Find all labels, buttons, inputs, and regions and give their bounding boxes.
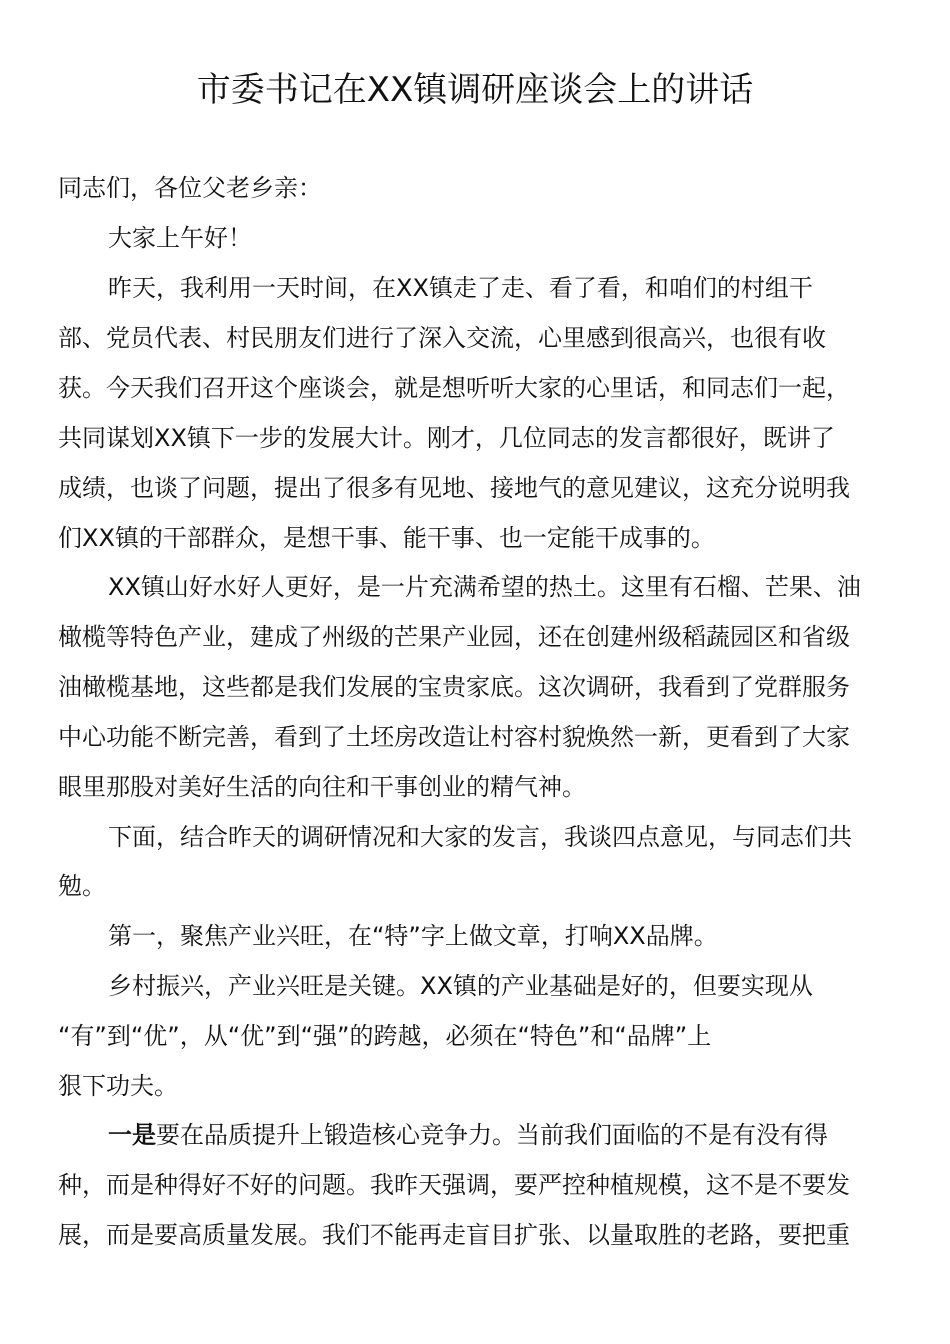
paragraph-1-line-3: 获。今天我们召开这个座谈会，就是想听听大家的心里话，和同志们一起， (58, 374, 850, 402)
paragraph-5-line-1 (108, 1118, 828, 1152)
paragraph-2-line-1: XX镇山好水好人更好，是一片充满希望的热土。这里有石榴、芒果、油 (108, 573, 861, 601)
paragraph-3-line-2: 勉。 (58, 872, 106, 900)
greeting: 大家上午好！ (108, 224, 252, 252)
paragraph-4-line-1: 乡村振兴，产业兴旺是关键。XX镇的产业基础是好的，但要实现从 (108, 972, 813, 1000)
paragraph-1-line-4: 共同谋划XX镇下一步的发展大计。刚才，几位同志的发言都很好，既讲了 (58, 424, 835, 452)
paragraph-4-line-2: “有”到“优”，从“优”到“强”的跨越，必须在“特色”和“品牌”上 (58, 1022, 712, 1050)
paragraph-2-line-4: 中心功能不断完善，看到了土坯房改造让村容村貌焕然一新，更看到了大家 (58, 723, 850, 751)
paragraph-2-line-5: 眼里那股对美好生活的向往和干事创业的精气神。 (58, 773, 586, 801)
section-heading-1: 第一，聚焦产业兴旺，在“特”字上做文章，打响XX品牌。 (108, 922, 718, 950)
paragraph-1-line-2: 部、党员代表、村民朋友们进行了深入交流，心里感到很高兴，也很有收 (58, 324, 826, 352)
paragraph-2-line-3: 油橄榄基地，这些都是我们发展的宝贵家底。这次调研，我看到了党群服务 (58, 673, 850, 701)
paragraph-5-line-2: 种，而是种得好不好的问题。我昨天强调，要严控种植规模，这不是不要发 (58, 1171, 850, 1199)
paragraph-2-line-2: 橄榄等特色产业，建成了州级的芒果产业园，还在创建州级稻蔬园区和省级 (58, 623, 850, 651)
paragraph-1-line-1: 昨天，我利用一天时间，在XX镇走了走、看了看，和咱们的村组干 (108, 274, 813, 302)
point-label-1: 一是 (108, 1121, 156, 1149)
paragraph-5-line-3: 展，而是要高质量发展。我们不能再走盲目扩张、以量取胜的老路，要把重 (58, 1221, 850, 1249)
salutation: 同志们，各位父老乡亲： (58, 174, 322, 202)
paragraph-1-line-6: 们XX镇的干部群众，是想干事、能干事、也一定能干成事的。 (58, 524, 715, 552)
paragraph-1-line-5: 成绩，也谈了问题，提出了很多有见地、接地气的意见建议，这充分说明我 (58, 474, 850, 502)
paragraph-4-line-3: 狠下功夫。 (58, 1072, 178, 1100)
point-text-1: 要在品质提升上锻造核心竞争力。当前我们面临的不是有没有得 (156, 1121, 828, 1149)
document-title: 市委书记在XX镇调研座谈会上的讲话 (196, 70, 754, 110)
paragraph-3-line-1: 下面，结合昨天的调研情况和大家的发言，我谈四点意见，与同志们共 (108, 823, 852, 851)
